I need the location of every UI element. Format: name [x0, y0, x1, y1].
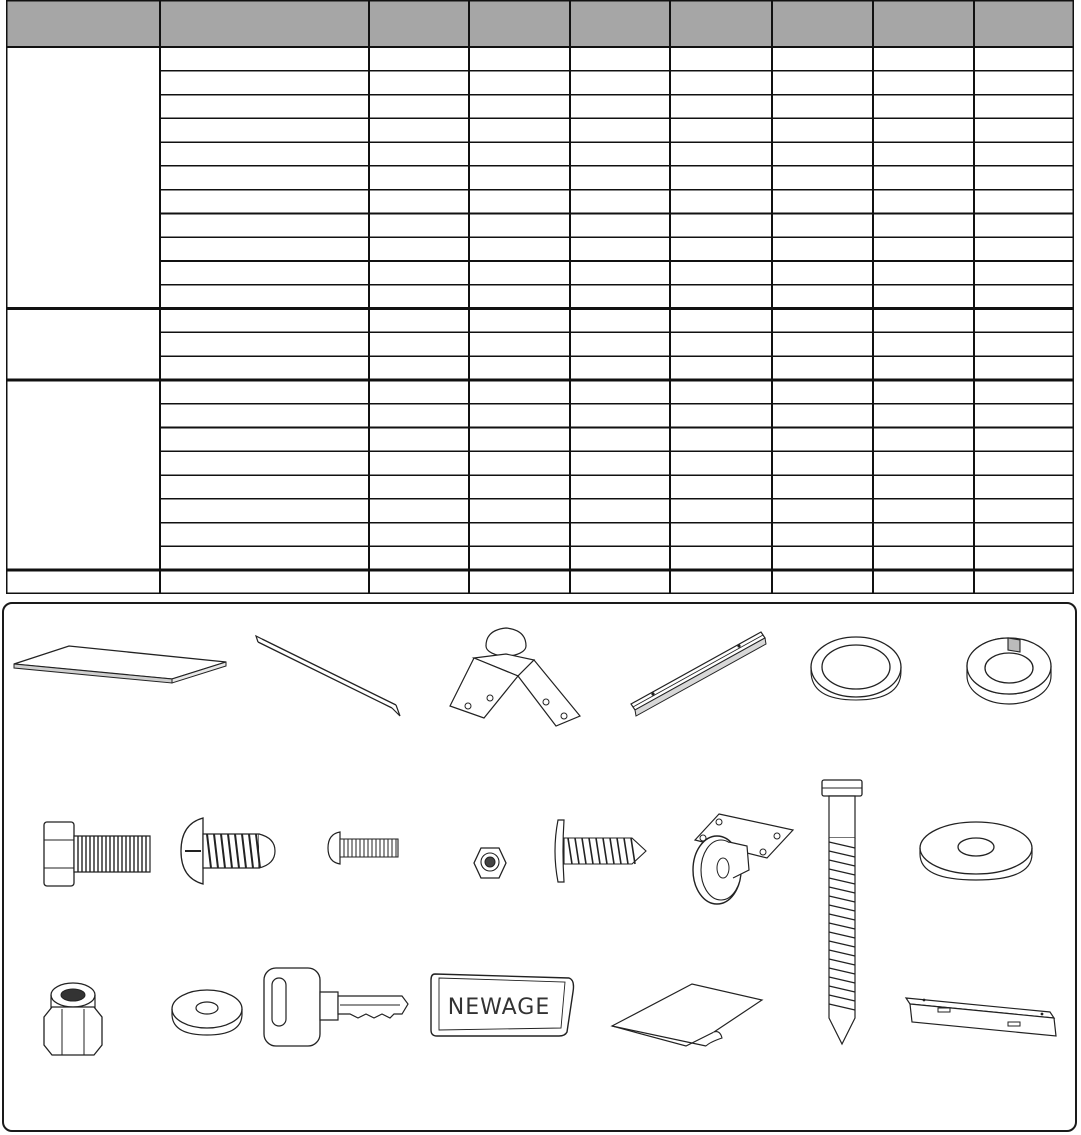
- table-row: [160, 47, 1074, 71]
- table-row: [160, 570, 1074, 594]
- table-row: [160, 71, 1074, 95]
- logo-text: NEWAGE: [447, 995, 551, 1020]
- group-cell: [6, 47, 160, 309]
- split-lock-washer-icon: [962, 632, 1057, 707]
- table-row: [160, 546, 1074, 570]
- small-washer-icon: [170, 987, 244, 1037]
- table-row: [160, 285, 1074, 309]
- lag-screw-icon: [816, 778, 868, 1046]
- truss-head-screw-icon: [179, 816, 279, 886]
- key-icon: [262, 966, 410, 1048]
- group-cell: [6, 380, 160, 570]
- mounting-bracket-icon: [904, 990, 1062, 1040]
- logo-badge-icon: [427, 970, 577, 1040]
- flat-ring-washer-icon: [809, 634, 904, 704]
- table-row: [160, 261, 1074, 285]
- channel-rail-icon: [629, 626, 769, 716]
- table-row: [160, 428, 1074, 452]
- hardware-panel: [2, 602, 1077, 1132]
- table-row: [160, 213, 1074, 237]
- table-row: [160, 118, 1074, 142]
- table-row: [160, 380, 1074, 404]
- table-row: [160, 95, 1074, 119]
- hex-bolt-icon: [42, 820, 154, 888]
- washer-head-screw-icon: [552, 818, 648, 884]
- shelf-panel-icon: [14, 644, 229, 680]
- table-row: [160, 142, 1074, 166]
- small-lock-nut-icon: [472, 845, 508, 881]
- table-row: [160, 404, 1074, 428]
- leveling-foot-bracket-icon: [444, 618, 584, 728]
- table-row: [160, 475, 1074, 499]
- table-row: [160, 237, 1074, 261]
- table-row: [160, 523, 1074, 547]
- nylon-lock-nut-icon: [42, 979, 104, 1057]
- table-row: [160, 309, 1074, 333]
- adhesive-pad-icon: [610, 982, 766, 1048]
- table-row: [160, 499, 1074, 523]
- table-header: [6, 0, 1074, 47]
- table-row: [160, 356, 1074, 380]
- machine-screw-icon: [326, 830, 402, 866]
- parts-table: [6, 0, 1074, 594]
- caster-wheel-icon: [689, 808, 794, 908]
- rod-icon: [252, 636, 402, 718]
- table-row: [160, 451, 1074, 475]
- group-cell: [6, 570, 160, 594]
- group-cell: [6, 309, 160, 380]
- table-row: [160, 190, 1074, 214]
- table-row: [160, 332, 1074, 356]
- table-row: [160, 166, 1074, 190]
- large-flat-washer-icon: [918, 820, 1034, 882]
